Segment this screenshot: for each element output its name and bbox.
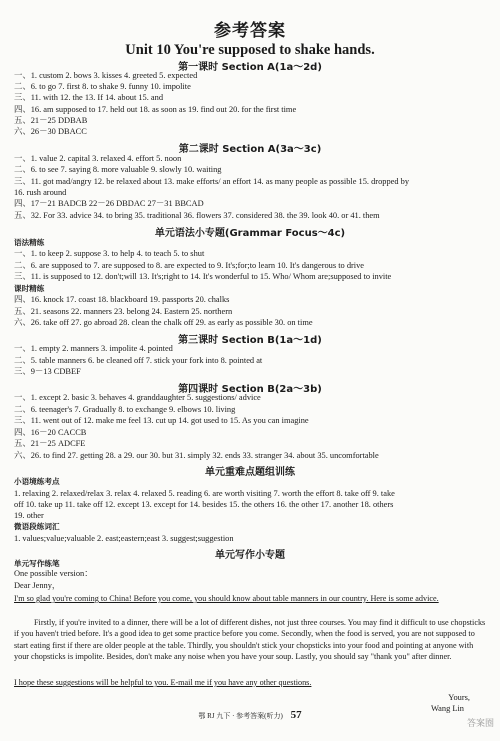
footer-label: 鄂 RJ 九下 · 参考答案(听力) [198, 712, 283, 720]
answer-line: 三、11. got mad/angry 12. be relaxed about 13. make efforts/ an effort 14. as many people as possible 15. dropped by [14, 177, 410, 186]
section-heading: 第一课时 Section A(1a～2d) [178, 62, 322, 73]
section-heading: 第三课时 Section B(1a～1d) [178, 335, 322, 346]
answer-line: 二、6. are supposed to 7. are supposed to 8. are expected to 9. It's;for;to learn 10. It's dangerous to drive [14, 261, 365, 270]
sub-label: 课时精练 [14, 284, 45, 293]
answer-line: 一、1. except 2. basic 3. behaves 4. granddaughter 5. suggestions/ advice [14, 393, 261, 402]
section-heading: 单元语法小专题(Grammar Focus～4c) [154, 228, 346, 239]
sub-label: 小语境练考点 [14, 477, 60, 486]
essay-closing [14, 677, 490, 688]
answer-line: 一、1. custom 2. bows 3. kisses 4. greeted 5. expected [14, 71, 198, 80]
essay-intro-text: I'm so glad you're coming to China! Before you come, you should know about table manners in our country. Here is some advice. [14, 594, 439, 603]
answer-line: 三、9－13 CDBEF [14, 367, 81, 376]
answer-line: 六、26－30 DBACC [14, 127, 87, 136]
answer-line: 五、21－25 DDBAB [14, 116, 88, 125]
answer-line: 五、21－25 ADCFE [14, 439, 86, 448]
answer-line: 16. rush around [14, 188, 67, 197]
essay-intro [14, 593, 490, 604]
answer-line: 一、1. empty 2. manners 3. impolite 4. pointed [14, 344, 173, 353]
section-heading: 第二课时 Section A(3a～3c) [178, 144, 322, 155]
page-footer [0, 709, 500, 721]
unit-heading: Unit 10 You're supposed to shake hands. [125, 42, 375, 58]
answer-line: 四、17－21 BADCB 22－26 DBDAC 27－31 BBCAD [14, 199, 204, 208]
answer-line: 四、16－20 CACCB [14, 428, 87, 437]
answer-line: 二、6. to see 7. saying 8. more valuable 9. slowly 10. waiting [14, 165, 222, 174]
answer-line: Dear Jenny， [14, 581, 61, 590]
page-number: 57 [290, 709, 302, 721]
answer-line: 二、5. table manners 6. be cleaned off 7. stick your fork into 8. pointed at [14, 356, 263, 365]
sub-label: 单元写作练笔 [14, 559, 60, 568]
answer-line: One possible version： [14, 569, 93, 578]
answer-line: 六、26. to find 27. getting 28. a 29. our 30. but 31. simply 32. ends 33. stranger 34. about 35. uncomfortable [14, 451, 379, 460]
page-title: 参考答案 [214, 21, 286, 41]
answer-line: 1. values;value;valuable 2. east;eastern;east 3. suggest;suggestion [14, 534, 234, 543]
section-heading: 单元写作小专题 [215, 550, 285, 561]
essay-closing-text: I hope these suggestions will be helpful to you. E-mail me if you have any other questions. [14, 678, 312, 687]
answer-line: 二、6. teenager's 7. Gradually 8. to exchange 9. elbows 10. living [14, 405, 236, 414]
section-heading: 第四课时 Section B(2a～3b) [178, 384, 322, 395]
answer-line: 五、32. For 33. advice 34. to bring 35. traditional 36. flowers 37. considered 38. the 39. look 40. or 41. them [14, 211, 380, 220]
answer-line: 六、26. take off 27. go abroad 28. clean the chalk off 29. as early as possible 30. on time [14, 318, 313, 327]
sub-label: 语法精练 [14, 238, 45, 247]
answer-line: 1. relaxing 2. relaxed/relax 3. relax 4. relaxed 5. reading 6. are worth visiting 7. worth the effort 8. take off 9. take [14, 489, 395, 498]
answer-line: 一、1. value 2. capital 3. relaxed 4. effort 5. noon [14, 154, 182, 163]
essay-signature: Wang Lin [430, 704, 464, 713]
sub-label: 微语段练词汇 [14, 522, 60, 531]
answer-line: 二、6. to go 7. first 8. to shake 9. funny 10. impolite [14, 82, 191, 91]
answer-line: 19. other [14, 511, 44, 520]
section-heading: 单元重难点题组训练 [205, 467, 295, 478]
answer-line: 一、1. to keep 2. suppose 3. to help 4. to teach 5. to shut [14, 249, 205, 258]
answer-line: 三、11. with 12. the 13. If 14. about 15. and [14, 93, 164, 102]
watermark: 答案圈 [466, 719, 494, 729]
answer-line: 四、16. am supposed to 17. held out 18. as soon as 19. find out 20. for the first time [14, 105, 297, 114]
answer-line: 四、16. knock 17. coast 18. blackboard 19. passports 20. chalks [14, 295, 230, 304]
answer-line: 三、11. went out of 12. make me feel 13. cut up 14. got used to 15. As you can imagine [14, 416, 309, 425]
essay-body: Firstly, if you're invited to a dinner, there will be a lot of different dishes, not just three courses. You may find it difficult to use chopsticks if you haven't tried before. It's a good idea to get some practice before you come. Secondly, when the food is served, you are not supposed to start eating first if there are older people at the table. Thirdly, you shouldn't stick your chopsticks into your food and pointing at anyone with your chopsticks is impolite. Besides, don't make any noise when you have your soup. Lastly, you should say "thank you" after dinner. [14, 618, 486, 662]
answer-line: 五、21. seasons 22. manners 23. belong 24. Eastern 25. northern [14, 307, 233, 316]
essay-yours: Yours, [448, 693, 470, 702]
answer-line: 三、11. is supposed to 12. don't;will 13. It's;right to 14. It's wonderful to 15. Who/ Whom are;supposed to invite [14, 272, 392, 281]
answer-line: off 10. take up 11. take off 12. except 13. except for 14. besides 15. the others 16. the other 17. another 18. others [14, 500, 394, 509]
